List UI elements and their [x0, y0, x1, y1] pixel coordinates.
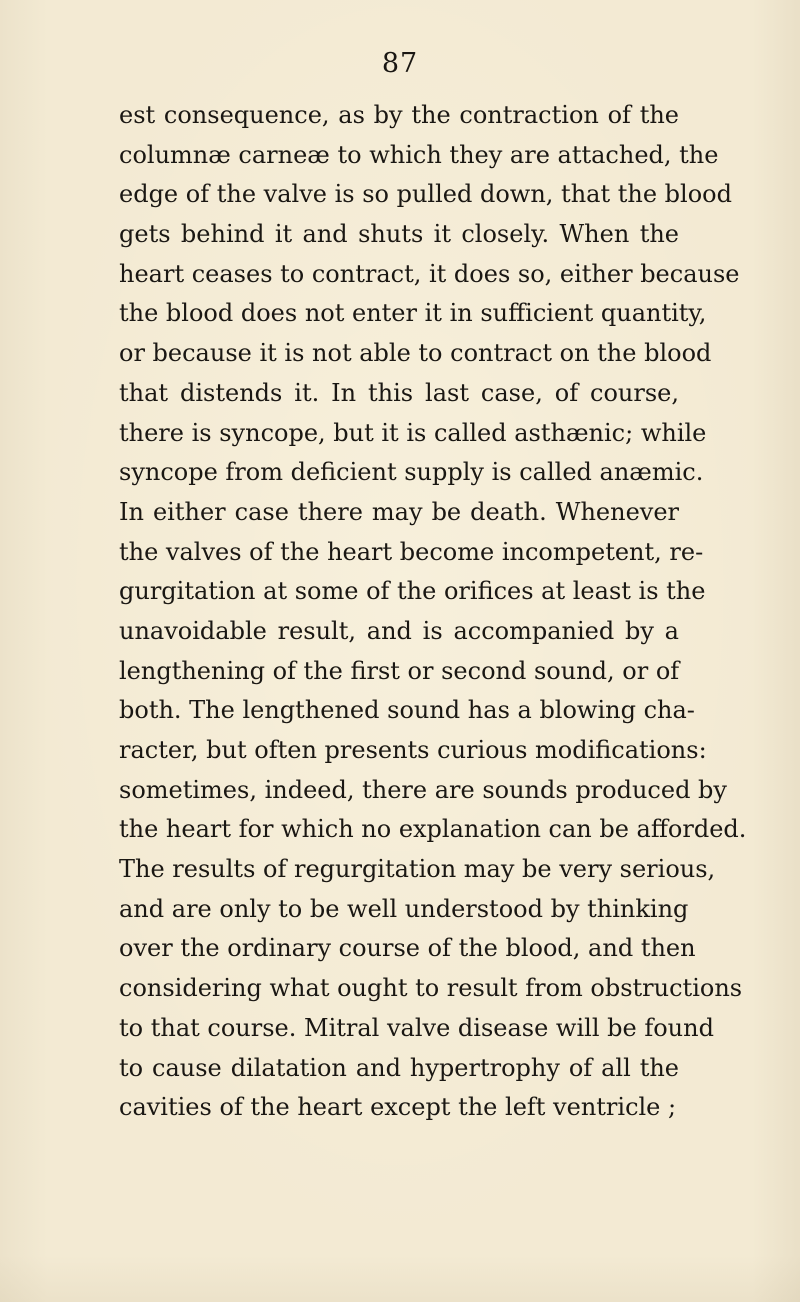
text-line: cavities of the heart except the left ventricle ; — [119, 1093, 677, 1122]
text-line: and are only to be well understood by thinking — [119, 894, 689, 923]
text-line: est consequence, as by the contraction of the — [119, 101, 679, 129]
text-line: gets behind it and shuts it closely. When the — [119, 220, 679, 249]
text-line: gurgitation at some of the orifices at least is the — [119, 577, 706, 606]
text-line: In either case there may be death. Whenever — [119, 497, 679, 526]
text-line: syncope from deficient supply is called anæmic. — [119, 458, 704, 487]
text-line: considering what ought to result from obstructions — [119, 974, 743, 1003]
text-line: the heart for which no explanation can be afforded. — [119, 815, 747, 844]
text-line: columnæ carneæ to which they are attached, the — [119, 140, 719, 169]
text-line: racter, but often presents curious modifications: — [119, 736, 707, 764]
text-line: unavoidable result, and is accompanied by a — [119, 616, 679, 645]
text-line: sometimes, indeed, there are sounds produced by — [119, 775, 727, 804]
text-line: that distends it. In this last case, of course, — [119, 378, 679, 407]
text-line: heart ceases to contract, it does so, either because — [119, 259, 740, 288]
text-line: the valves of the heart become incompetent, re- — [119, 537, 704, 566]
text-line: both. The lengthened sound has a blowing cha- — [119, 696, 695, 725]
page-number: 87 — [381, 48, 419, 79]
text-line: over the ordinary course of the blood, and then — [119, 934, 696, 963]
text-line: the blood does not enter it in sufficient quantity, — [119, 299, 707, 328]
text-line: there is syncope, but it is called asthænic; while — [119, 418, 707, 447]
body-text — [119, 96, 747, 1128]
text-line: edge of the valve is so pulled down, that the blood — [119, 180, 732, 209]
text-line: The results of regurgitation may be very serious, — [119, 855, 716, 884]
text-line: or because it is not able to contract on the blood — [119, 339, 712, 368]
text-line: lengthening of the first or second sound, or of — [119, 656, 680, 685]
page-bottom-stain — [0, 1255, 800, 1302]
text-line: to that course. Mitral valve disease will be found — [119, 1013, 714, 1042]
text-line: to cause dilatation and hypertrophy of all the — [119, 1053, 679, 1082]
